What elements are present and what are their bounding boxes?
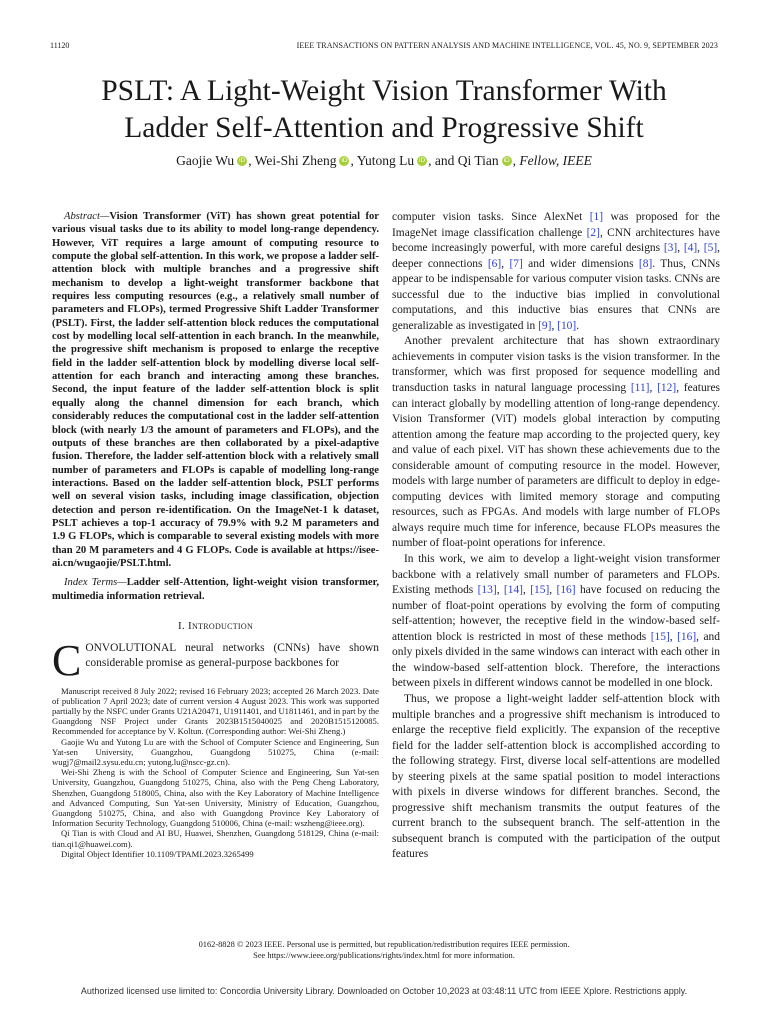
author-line: Gaojie Wu iD , Wei-Shi Zheng iD , Yutong Lu iD , and Qi Tian iD , Fellow, IEEE (176, 153, 592, 168)
author-name: Wei-Shi Zheng (254, 153, 337, 168)
author-suffix: Fellow, IEEE (519, 153, 592, 168)
body-paragraph: In this work, we aim to develop a light-weight vision transformer backbone with a relatively small number of parameters and FLOPs. Existing methods [13], [14], [15], [16] have focused on reducing the number of float-point operations by evolving the form of computing self-attention; however, the receptive field in the window-based self-attention block is restricted in most of these methods [15], [16], and only pixels divided in the same windows can interact with each other in the window-based self-attention block. Therefore, the interactions between pixels in different windows cannot be modelled in one block. (392, 553, 721, 690)
page-number: 11120 (50, 41, 70, 50)
copyright-line-1: 0162-8828 © 2023 IEEE. Personal use is permitted, but republication/redistribution requires IEEE permission. (198, 940, 570, 949)
footnote: Gaojie Wu and Yutong Lu are with the School of Computer Science and Engineering, Sun Yat-sen University, Guangzhou, Guangdong 510275, China (e-mail: wugj7@mail2.sysu.edu.cn; yutong.lu@nscc-gz.cn). (52, 736, 379, 768)
footnote: Digital Object Identifier 10.1109/TPAMI.2023.3265499 (61, 848, 254, 859)
index-terms (52, 576, 379, 603)
section-number: I. (177, 619, 185, 632)
intro-paragraph (52, 635, 379, 685)
citation-link[interactable]: [11] (630, 382, 650, 395)
citation-link[interactable]: [3] (663, 242, 678, 255)
citation-link[interactable]: [4] (683, 242, 698, 255)
left-column (52, 210, 379, 859)
orcid-icon[interactable]: iD (503, 157, 510, 164)
index-terms-label: Index Terms— (64, 577, 127, 589)
author-name: Yutong Lu (356, 153, 415, 168)
body-paragraph: Another prevalent architecture that has shown extraordinary achievements in computer vision tasks is the vision transformer. In the transformer, which was first proposed for sequence modelling and transduction tasks in natural language processing [11], [12], features can interact globally by modelling attention of long-range dependency. Vision Transformer (ViT) models global interaction by computing attention among the feature map according to the projected query, key and value of each pixel. ViT has shown these achievements due to the considerable amount of computing resource in the model. However, models with large number of parameters are difficult to deploy in edge-computing devices with limited memory storage and computing resources, such as FPGAs. And models with large number of FLOPs always require much time for inference, because FLOPs measures the number of float-point operations for inference. (392, 335, 721, 550)
citation-link[interactable]: [15] (530, 584, 550, 597)
copyright-notice (40, 939, 728, 961)
abstract-text-2: the amount of parameters and FLOPs), and the outputs of these branches are then collaborated by a pixel-adaptive fusion. Therefore, the ladder self-attention block with a relatively small number of parameters and FLOPs is capable of modelling long-range interactions. Based on the ladder self-attention block, PSLT performs well on several vision tasks, including image classification, objection detection and person re-identification. On the ImageNet-1 k dataset, PSLT achieves a top-1 accuracy of 79.9% with 9.2 M parameters and 1.9 G FLOPs, which is comparable to several existing models with more than 20 M parameters and 4 G FLOPs. Code is available at https://isee-ai.cn/wugaojie/PSLT.html. (52, 424, 379, 569)
citation-link[interactable]: [16] (677, 630, 697, 643)
citation-link[interactable]: [13] (477, 584, 497, 597)
intro-text: neural networks (CNNs) have shown considerable promise as general-purpose backbones for (85, 641, 379, 670)
citation-link[interactable]: [6] (487, 257, 502, 270)
right-column (392, 210, 720, 863)
citation-link[interactable]: [2] (586, 226, 600, 239)
orcid-icon[interactable]: iD (239, 157, 246, 164)
abstract-fraction: 1/3 (140, 424, 154, 436)
author-separator: , and (428, 153, 458, 168)
citation-link[interactable]: [16] (556, 584, 576, 597)
abstract-text-1: Vision Transformer (ViT) has shown great potential for various visual tasks due to its ability to model long-range dependency. However, ViT requires a large amount of computing resource to compute the global self-attention. In this work, we propose a ladder self-attention block with multiple branches and a progressive shift mechanism to develop a light-weight transformer backbone that requires less computing resources (e.g., a relatively small number of parameters and FLOPs), termed Progressive Shift Ladder Transformer (PSLT). First, the ladder self-attention block reduces the computational cost by modelling local self-attention in each branch. In the meanwhile, the progressive shift mechanism is proposed to enlarge the receptive field in the ladder self-attention block by modelling diverse local self-attention for each branch and interacting among these branches. Second, the input feature of the ladder self-attention block is split equally along the channel dimension for each branch, which considerably reduces the computational cost in the ladder self-attention block (with nearly (52, 211, 379, 436)
citation-link[interactable]: [7] (509, 257, 523, 270)
abstract-label: Abstract— (64, 211, 110, 222)
intro-lead: ONVOLUTIONAL (85, 641, 177, 654)
drop-cap: C (52, 635, 82, 685)
paper-title (40, 73, 728, 147)
author-name: Gaojie Wu (176, 153, 235, 168)
title-line-2: Ladder Self-Attention and Progressive Shift (124, 112, 644, 144)
citation-link[interactable]: [1] (589, 211, 604, 223)
footnote: Manuscript received 8 July 2022; revised 16 February 2023; accepted 26 March 2023. Date of publication 7 April 2023; date of current version 4 August 2023. This work was supported partially by the NSFC under Grants U21A20471, U1911401, and U1811461, and in part by the Guangdong NSF Project under Grants 2023B1515040025 and 2020B1515120085. Recommended for acceptance by V. Koltun. (Corresponding author: Wei-Shi Zheng.) (52, 685, 379, 737)
author-name: Qi Tian (457, 153, 499, 168)
license-notice: Authorized licensed use limited to: Concordia University Library. Downloaded on October 10,2023 at 03:48:11 UTC from IEEE Xplore. Restrictions apply. (80, 986, 688, 996)
citation-link[interactable]: [12] (657, 382, 677, 395)
citation-link[interactable]: [8] (638, 257, 653, 270)
body-paragraph: Thus, we propose a light-weight ladder self-attention block with multiple branches and a progressive shift mechanism is introduced to enlarge the receptive field explicitly. The expansion of the receptive field for the ladder self-attention block is accomplished according to the following strategy. First, diverse local self-attentions are modelled by steering pixels at the same spatial position to model interactions with pixels in diverse windows for different branches. Second, the progressive shift mechanism transmits the output features of the current branch to the subsequent branch. The self-attention in the subsequent branch is computed with the participation of the output features (392, 692, 720, 861)
running-header (50, 41, 718, 53)
section-title: Introduction (188, 619, 254, 632)
orcid-icon[interactable]: iD (419, 157, 426, 164)
footnote: Wei-Shi Zheng is with the School of Computer Science and Engineering, Sun Yat-sen University, Guangzhou, Guangdong 510275, China, also with the Peng Cheng Laboratory, Shenzhen, Guangdong 518005, China, also with the Key Laboratory of Machine Intelligence and Advanced Computing, Sun Yat-sen University, Ministry of Education, Guangzhou, Guangdong 510275, China, and also with Guangdong Province Key Laboratory of Information Security Technology, Guangdong 510006, China (e-mail: wszheng@ieee.org). (52, 767, 379, 829)
citation-link[interactable]: [14] (503, 584, 523, 597)
index-terms-text: Ladder self-Attention, light-weight vision transformer, multimedia information retrieval. (52, 577, 379, 602)
footnote: Qi Tian is with Cloud and AI BU, Huawei, Shenzhen, Guangdong 518129, China (e-mail: tian.qi1@huawei.com). (52, 828, 379, 849)
citation-link[interactable]: [5] (703, 242, 718, 255)
citation-link[interactable]: [10] (557, 319, 577, 332)
orcid-icon[interactable]: iD (341, 157, 348, 164)
title-line-1: PSLT: A Light-Weight Vision Transformer With (101, 75, 667, 107)
section-heading (52, 619, 379, 635)
citation-link[interactable]: [9] (538, 319, 552, 332)
copyright-line-2: See https://www.ieee.org/publications/rights/index.html for more information. (253, 951, 515, 960)
citation-link[interactable]: [15] (650, 630, 670, 643)
body-paragraph: computer vision tasks. Since AlexNet [1] was proposed for the ImageNet image classification challenge [2], CNN architectures have become increasingly powerful, with more careful designs [3], [4], [5], deeper connections [6], [7] and wider dimensions [8]. Thus, CNNs appear to be indispensable for various computer vision tasks. CNNs are successful due to the inductive bias implied in convolutional computations, and this inductive bias ensures that CNNs are generalizable as investigated in [9], [10]. (392, 211, 720, 332)
abstract (52, 210, 379, 570)
journal-header: IEEE TRANSACTIONS ON PATTERN ANALYSIS AND MACHINE INTELLIGENCE, VOL. 45, NO. 9, SEPTEMBER 2023 (296, 41, 718, 50)
footnotes (52, 686, 379, 859)
